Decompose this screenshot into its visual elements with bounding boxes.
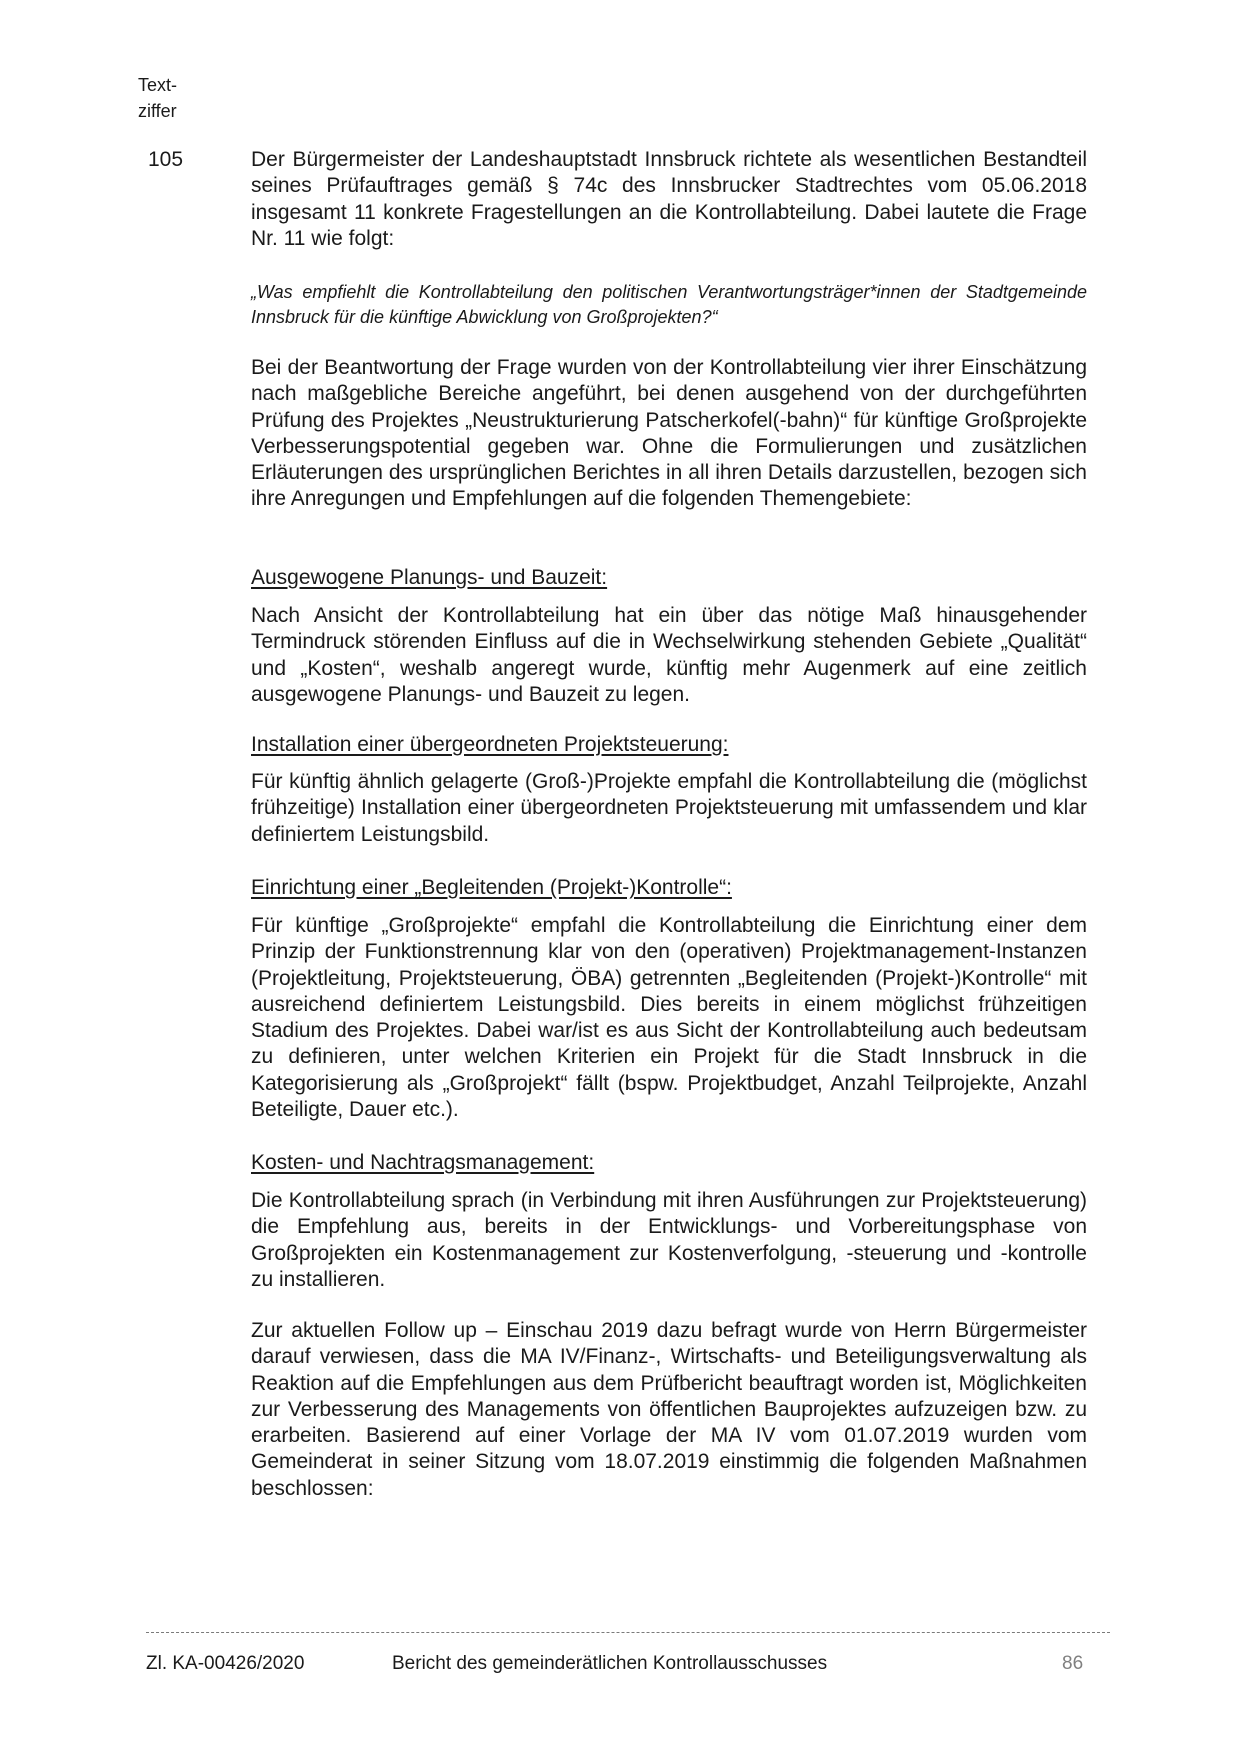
textziffer-number: 105 xyxy=(148,148,184,171)
footer-title: Bericht des gemeinderätlichen Kontrollausschusses xyxy=(392,1653,828,1674)
page-number: 86 xyxy=(1062,1653,1084,1674)
section-body-steering: Für künftig ähnlich gelagerte (Groß-)Projekte empfahl die Kontrollabteilung die (möglichst frühzeitige) Installation einer übergeordneten Projektsteuerung mit umfassendem und klar definiertem Leistungsbild. xyxy=(251,770,1087,846)
footer-divider xyxy=(146,1632,1110,1633)
section-body-planning: Nach Ansicht der Kontrollabteilung hat ein über das nötige Maß hinausgehender Termindruck störenden Einfluss auf die in Wechselwirkung stehenden Gebiete „Qualität“ und „Kosten“, weshalb angeregt wurde, künftig mehr Augenmerk auf eine zeitlich ausgewogene Planungs- und Bauzeit zu legen. xyxy=(251,604,1087,706)
section-body-costs: Die Kontrollabteilung sprach (in Verbindung mit ihren Ausführungen zur Projektsteuerung) die Empfehlung aus, bereits in der Entwicklungs- und Vorbereitungsphase von Großprojekten ein Kostenmanagement zur Kostenverfolgung, -steuerung und -kontrolle zu installieren. xyxy=(251,1189,1087,1291)
question-quote: „Was empfiehlt die Kontrollabteilung den politischen Verantwortungsträger*innen der Stadtgemeinde Innsbruck für die künftige Abwicklung von Großprojekten?“ xyxy=(251,282,1087,327)
footer-reference: Zl. KA-00426/2020 xyxy=(146,1653,305,1674)
section-heading-costs: Kosten- und Nachtragsmanagement: xyxy=(251,1151,595,1174)
section-body-control: Für künftige „Großprojekte“ empfahl die Kontrollabteilung die Einrichtung einer dem Prinzip der Funktionstrennung klar von den (operativen) Projektmanagement-Instanzen (Projektleitung, Projektsteuerung, ÖBA) getrennten „Begleitenden (Projekt-)Kontrolle“ mit ausreichend definiertem Leistungsbild. Dies bereits in einem möglichst frühzeitigen Stadium des Projektes. Dabei war/ist es aus Sicht der Kontrollabteilung auch bedeutsam zu definieren, unter welchen Kriterien ein Projekt für die Stadt Innsbruck in die Kategorisierung als „Großprojekt“ fällt (bspw. Projektbudget, Anzahl Teilprojekte, Anzahl Beteiligte, Dauer etc.). xyxy=(251,914,1087,1122)
answer-paragraph: Bei der Beantwortung der Frage wurden von der Kontrollabteilung vier ihrer Einschätzung nach maßgebliche Bereiche angeführt, bei denen ausgehend von der durchgeführten Prüfung des Projektes „Neustrukturierung Patscherkofel(-bahn)“ für künftige Großprojekte Verbesserungspotential gegeben war. Ohne die Formulierungen und zusätzlichen Erläuterungen des ursprünglichen Berichtes in all ihren Details darzustellen, bezogen sich ihre Anregungen und Empfehlungen auf die folgenden Themengebiete: xyxy=(251,356,1087,511)
followup-paragraph: Zur aktuellen Follow up – Einschau 2019 dazu befragt wurde von Herrn Bürgermeister darauf verwiesen, dass die MA IV/Finanz-, Wirtschafts- und Beteiligungsverwaltung als Reaktion auf die Empfehlungen aus dem Prüfbericht beauftragt worden ist, Möglichkeiten zur Verbesserung des Managements von öffentlichen Bauprojektes aufzuzeigen bzw. zu erarbeiten. Basierend auf einer Vorlage der MA IV vom 01.07.2019 wurden vom Gemeinderat in seiner Sitzung vom 18.07.2019 einstimmig die folgenden Maßnahmen beschlossen: xyxy=(251,1319,1087,1500)
margin-heading-line1: Text- xyxy=(138,75,178,95)
margin-heading-line2: ziffer xyxy=(138,101,177,121)
intro-paragraph: Der Bürgermeister der Landeshauptstadt Innsbruck richtete als wesentlichen Bestandteil seines Prüfauftrages gemäß § 74c des Innsbrucker Stadtrechtes vom 05.06.2018 insgesamt 11 konkrete Fragestellungen an die Kontrollabteilung. Dabei lautete die Frage Nr. 11 wie folgt: xyxy=(251,148,1087,250)
section-heading-control: Einrichtung einer „Begleitenden (Projekt-)Kontrolle“: xyxy=(251,876,732,899)
section-heading-planning: Ausgewogene Planungs- und Bauzeit: xyxy=(251,566,608,589)
margin-heading xyxy=(138,72,177,124)
section-heading-steering: Installation einer übergeordneten Projektsteuerung: xyxy=(251,733,729,756)
